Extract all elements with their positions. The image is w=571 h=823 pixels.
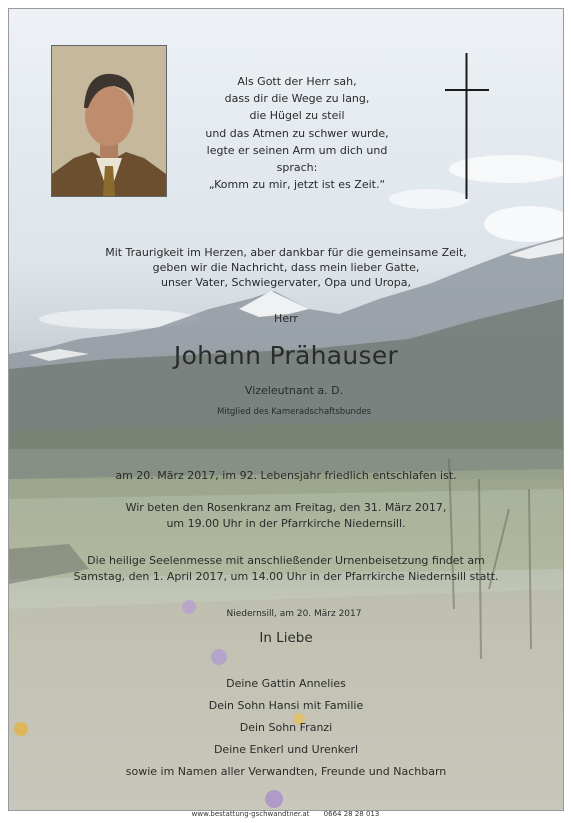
mass-notice (9, 553, 563, 585)
portrait-photo (51, 45, 167, 197)
poem-line: dass dir die Wege zu lang, (224, 92, 370, 106)
intro-line: Mit Traurigkeit im Herzen, aber dankbar für die gemeinsame Zeit, (105, 246, 467, 259)
mass-line: Samstag, den 1. April 2017, um 14.00 Uhr in der Pfarrkirche Niedernsill statt. (73, 570, 499, 583)
rosary-notice (9, 500, 563, 532)
intro-line: geben wir die Nachricht, dass mein lieber Gatte, (152, 261, 420, 274)
mourner-line: Dein Sohn Franzi (239, 721, 333, 734)
mourner-line: sowie im Namen aller Verwandten, Freunde und Nachbarn (125, 765, 447, 778)
mass-line: Die heilige Seelenmesse mit anschließender Urnenbeisetzung findet am (87, 554, 485, 567)
intro-line: unser Vater, Schwiegervater, Opa und Uropa, (161, 276, 411, 289)
deceased-name: Johann Prähauser (173, 341, 399, 370)
poem-line: „Komm zu mir, jetzt ist es Zeit.“ (208, 178, 386, 192)
mourner-line: Deine Enkerl und Urenkerl (213, 743, 359, 756)
poem-line: die Hügel zu steil (249, 109, 345, 123)
closing-words: In Liebe (259, 630, 313, 646)
poem-line: und das Atmen zu schwer wurde, (205, 126, 389, 140)
memorial-poem (187, 73, 407, 193)
rosary-line: um 19.00 Uhr in der Pfarrkirche Niedernsill. (166, 517, 406, 530)
mourner-line: Deine Gattin Annelies (226, 677, 346, 690)
obituary-card (8, 8, 564, 811)
footer-website: www.bestattung-gschwandtner.at (191, 810, 310, 818)
rosary-line: Wir beten den Rosenkranz am Freitag, den 31. März 2017, (125, 501, 447, 514)
membership-note: Mitglied des Kameradschaftsbundes (217, 407, 371, 417)
poem-line: sprach: (276, 161, 318, 175)
salutation: Herr (274, 312, 298, 325)
poem-line: Als Gott der Herr sah, (237, 75, 357, 88)
footer-phone: 0664 28 28 013 (323, 810, 380, 818)
poem-line: legte er seinen Arm um dich und (206, 143, 388, 157)
footer (0, 810, 571, 818)
intro-text (9, 245, 563, 290)
death-notice: am 20. März 2017, im 92. Lebensjahr friedlich entschlafen ist. (115, 469, 457, 482)
mourner-line: Dein Sohn Hansi mit Familie (208, 699, 364, 712)
deceased-rank: Vizeleutnant a. D. (244, 384, 344, 397)
place-date: Niedernsill, am 20. März 2017 (226, 609, 362, 619)
latin-cross-icon (445, 53, 489, 199)
mourners-list (9, 673, 563, 783)
